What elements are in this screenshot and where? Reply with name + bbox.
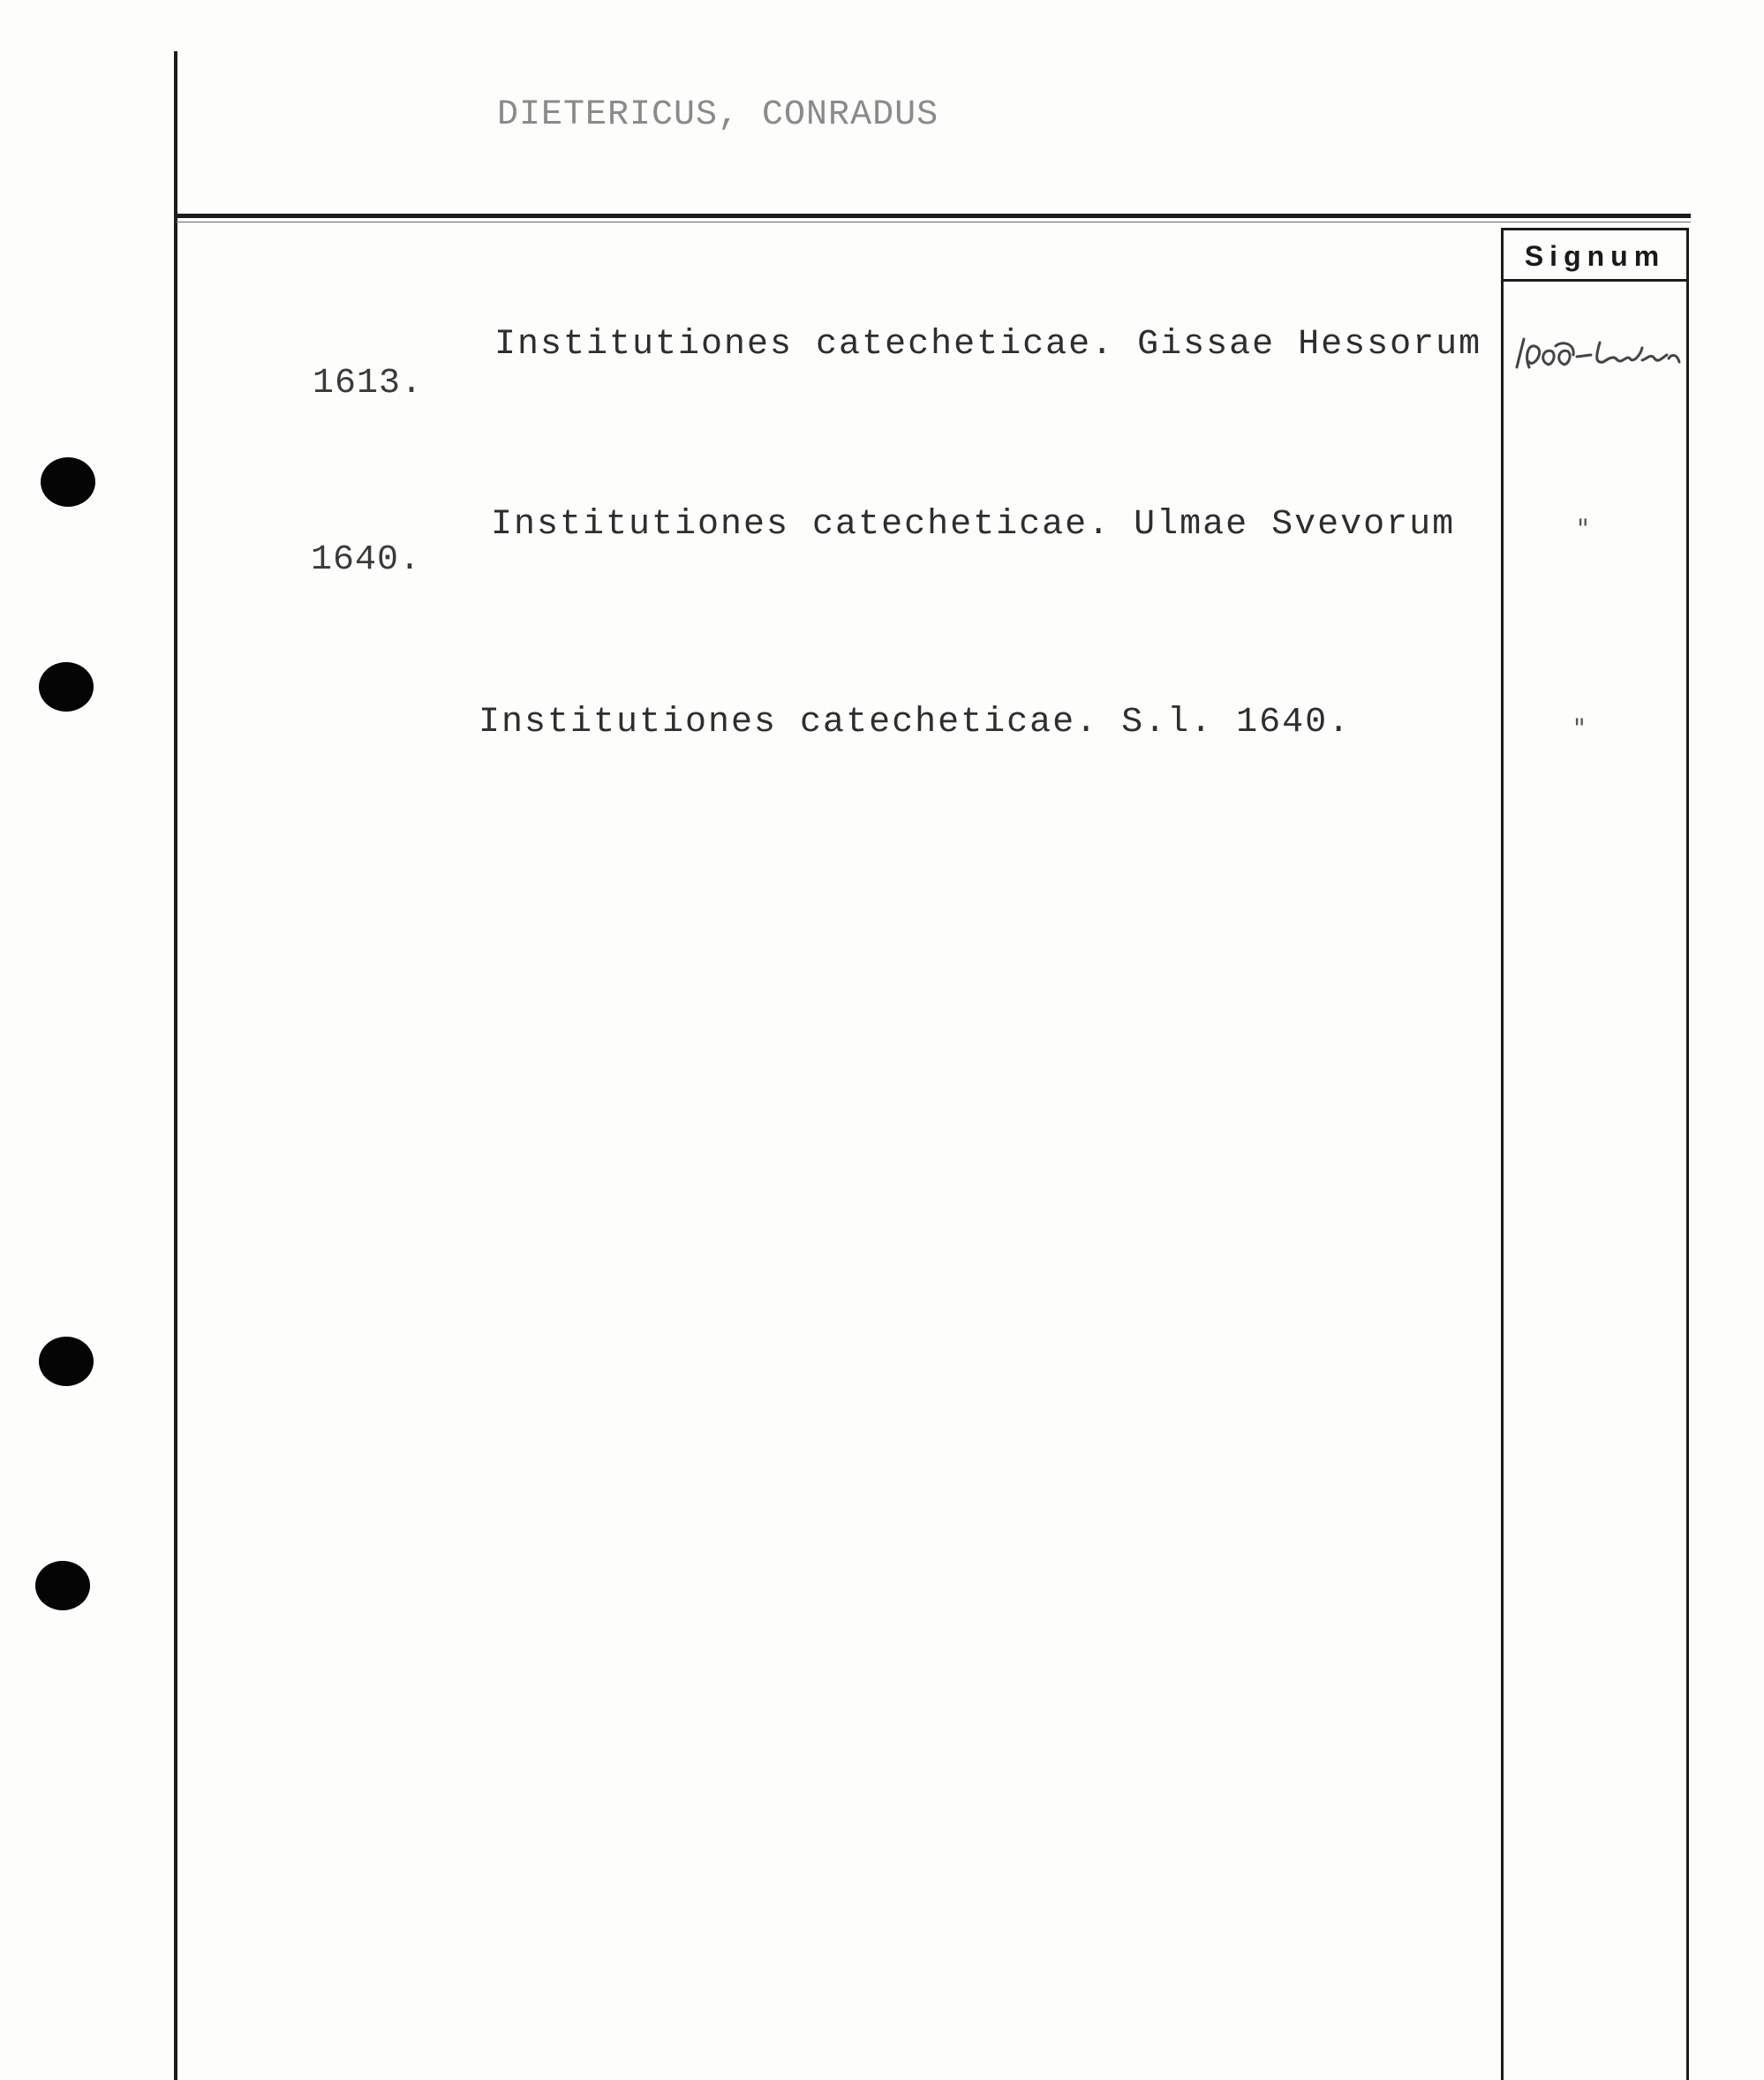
signum-box-top-rule bbox=[1501, 228, 1689, 230]
entry-2-signum-ditto: " bbox=[1577, 514, 1589, 545]
punch-hole bbox=[39, 662, 94, 712]
punch-hole bbox=[35, 1561, 90, 1610]
signum-header: Signum bbox=[1524, 240, 1666, 272]
entry-1-year: 1613. bbox=[313, 364, 424, 403]
card-heading-author: DIETERICUS, CONRADUS bbox=[497, 95, 939, 135]
entry-3-signum-ditto: " bbox=[1573, 713, 1586, 744]
entry-2-title: Institutiones catecheticae. Ulmae Svevorum bbox=[491, 505, 1456, 545]
punch-hole bbox=[41, 457, 95, 507]
entry-3-title: Institutiones catecheticae. S.l. 1640. bbox=[479, 703, 1352, 742]
entry-1-signum-handwriting bbox=[1511, 328, 1685, 380]
entry-1-title: Institutiones catecheticae. Gissae Hessorum bbox=[494, 325, 1482, 365]
signum-column-right-rule bbox=[1686, 228, 1689, 2080]
left-margin-rule bbox=[174, 51, 177, 2080]
punch-hole bbox=[39, 1337, 94, 1386]
signum-column-left-rule bbox=[1501, 228, 1504, 2080]
signum-box-bottom-rule bbox=[1501, 279, 1689, 282]
entry-2-year: 1640. bbox=[311, 540, 422, 580]
header-rule bbox=[176, 214, 1691, 218]
